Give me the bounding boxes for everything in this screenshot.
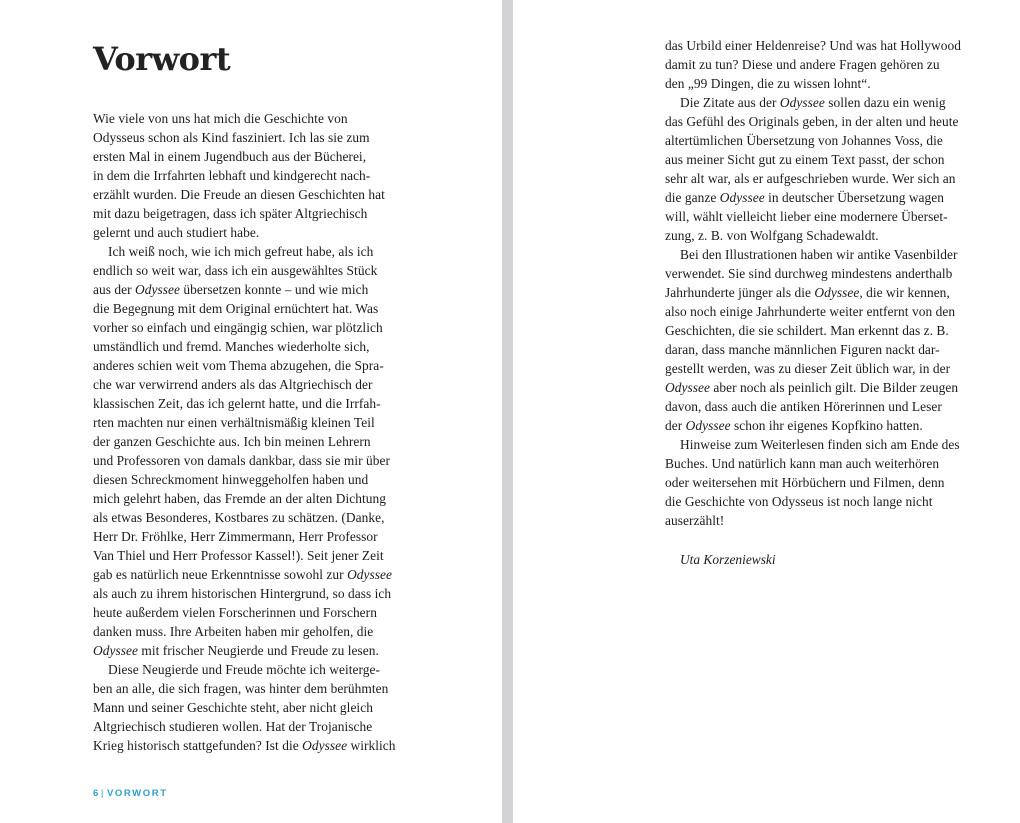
text-run: auserzählt! [665,513,725,528]
text-run: also noch einige Jahrhunderte weiter entfernt von den [665,304,956,319]
text-line [93,337,369,356]
italic-title: Odyssee [347,567,393,582]
text-run: , die wir kennen, [859,285,950,300]
text-line [93,318,383,337]
text-line [93,584,391,603]
text-run: sollen dazu ein wenig [824,95,946,110]
text-line [108,242,373,261]
text-run: sehr alt war, als er aufgeschrieben wurde. Wer sich an [665,171,956,186]
text-run: ersten Mal in einem Jugendbuch aus der Bücherei, [93,149,367,164]
text-line [93,413,375,432]
text-line [665,416,923,435]
text-run: rten machten nur einen verhältnismäßig kleinen Teil [93,415,375,430]
right-page [513,0,1020,823]
text-line [93,527,378,546]
text-run: Bei den Illustrationen haben wir antike Vasenbilder [680,247,958,262]
text-line [665,226,879,245]
italic-title: Odyssee [135,282,181,297]
text-line [93,147,366,166]
text-run: Diese Neugierde und Freude möchte ich weiterge- [108,662,381,677]
text-run: aus meiner Sicht gut zu einem Text passt, der schon [665,152,945,167]
text-run: wirklich [347,738,396,753]
footer-separator: | [100,788,105,799]
text-run: Herr Dr. Fröhlke, Herr Zimmermann, Herr Professor [93,529,378,544]
text-run: in deutscher Übersetzung wagen [764,190,945,205]
text-line [665,131,943,150]
text-run: heute außerdem vielen Forscherinnen und Forschern [93,605,377,620]
text-line [93,185,385,204]
text-run: damit zu tun? Diese und andere Fragen gehören zu [665,57,940,72]
text-run: Geschichten, die sie schildert. Man erkennt das z. B. [665,323,949,338]
text-run: ben an alle, die sich fragen, was hinter dem berühmten [93,681,389,696]
text-line [93,717,372,736]
text-run: das Gefühl des Originals geben, in der alten und heute [665,114,959,129]
footer-section-title: VORWORT [106,788,168,799]
text-line [665,112,959,131]
text-run: das Urbild einer Heldenreise? Und was hat Hollywood [665,38,961,53]
text-run: mit frischer Neugierde und Freude zu lesen. [137,643,379,658]
text-run: gestellt werden, was zu dieser Zeit üblich war, in der [665,361,951,376]
text-line [665,473,944,492]
text-line [665,397,942,416]
author-signature: Uta Korzeniewski [680,552,776,567]
text-run: gelernt und auch studiert habe. [93,225,260,240]
italic-title: Odyssee [814,285,860,300]
text-run: Hinweise zum Weiterlesen finden sich am Ende des [680,437,960,452]
text-line [680,93,946,112]
text-line [665,55,940,74]
text-line [665,511,724,530]
text-run: den „99 Dingen, die zu wissen lohnt“. [665,76,871,91]
text-run: mit dazu beigetragen, dass ich später Altgriechisch [93,206,368,221]
text-line [93,223,259,242]
text-run: davon, dass auch die antiken Hörerinnen und Leser [665,399,942,414]
text-run: verwendet. Sie sind durchweg mindestens anderthalb [665,266,953,281]
text-line [665,492,933,511]
text-line [93,508,385,527]
page-footer [93,788,168,799]
text-line [665,169,955,188]
text-run: danken muss. Ihre Arbeiten haben mir geholfen, die [93,624,374,639]
text-run: die Geschichte von Odysseus ist noch lange nicht [665,494,933,509]
text-line [665,454,939,473]
text-line [93,698,373,717]
text-run: Wie viele von uns hat mich die Geschichte von [93,111,348,126]
text-line [680,435,960,454]
text-run: vorher so einfach und eingängig schien, war plötzlich [93,320,383,335]
text-run: schon ihr eigenes Kopfkino hatten. [730,418,923,433]
text-line [93,736,396,755]
text-line [93,375,373,394]
text-run: die Begegnung mit dem Original ernüchtert hat. Was [93,301,379,316]
text-run: Odysseus schon als Kind fasziniert. Ich las sie zum [93,130,370,145]
text-run: daran, dass manche männlichen Figuren nackt dar- [665,342,940,357]
text-run: und Professoren von damals dankbar, dass sie mir über [93,453,391,468]
text-run: die ganze [665,190,720,205]
italic-title: Odyssee [779,95,825,110]
text-run: anderes schien weit vom Thema abzugehen, die Spra- [93,358,384,373]
text-line [93,280,368,299]
text-run: gab es natürlich neue Erkenntnisse sowohl zur [93,567,348,582]
text-line [93,299,378,318]
text-line [665,188,944,207]
text-line [93,546,384,565]
text-run: endlich so weit war, dass ich ein ausgewähltes Stück [93,263,378,278]
text-line [93,641,379,660]
left-page [0,0,502,823]
text-run: übersetzen konnte – und wie mich [180,282,369,297]
text-run: Die Zitate aus der [680,95,780,110]
text-line [665,36,961,55]
text-line [93,603,377,622]
text-line [665,359,950,378]
text-run: aus der [93,282,136,297]
text-run: Krieg historisch stattgefunden? Ist die [93,738,303,753]
text-run: klassischen Zeit, das ich gelernt hatte, und die Irrfah- [93,396,381,411]
text-run: zung, z. B. von Wolfgang Schadewaldt. [665,228,879,243]
text-line [665,283,950,302]
text-run: mich gelehrt haben, das Fremde an der alten Dichtung [93,491,387,506]
text-line [665,150,945,169]
text-line [93,432,371,451]
text-line [93,166,370,185]
text-line [93,565,392,584]
text-run: Buches. Und natürlich kann man auch weiterhören [665,456,940,471]
text-line [665,302,955,321]
text-line [93,109,348,128]
text-line [93,356,384,375]
text-line [93,489,386,508]
text-line [93,679,388,698]
text-run: in dem die Irrfahrten lebhaft und kindgerecht nach- [93,168,371,183]
text-line [108,660,380,679]
text-run: che war verwirrend anders als das Altgriechisch der [93,377,373,392]
text-line [665,264,952,283]
italic-title: Odyssee [302,738,348,753]
text-run: will, wählt vielleicht lieber eine modernere Überset- [665,209,948,224]
text-run: als auch zu ihrem historischen Hintergrund, so dass ich [93,586,392,601]
text-line [93,470,368,489]
text-line [665,340,940,359]
text-line [93,204,367,223]
text-line [665,321,949,340]
text-line [93,394,381,413]
italic-title: Odyssee [665,380,710,395]
text-line [93,622,373,641]
text-run: umständlich und fremd. Manches wiederholte sich, [93,339,370,354]
text-line [665,207,948,226]
text-run: Van Thiel und Herr Professor Kassel!). Seit jener Zeit [93,548,384,563]
text-run: Jahrhunderte jünger als die [665,285,815,300]
text-run: als etwas Besonderes, Kostbares zu schätzen. (Danke, [93,510,385,525]
text-line [93,128,370,147]
text-run: aber noch als peinlich gilt. Die Bilder zeugen [709,380,959,395]
text-run: Mann und seiner Geschichte steht, aber nicht gleich [93,700,373,715]
text-line [680,245,957,264]
text-run: altertümlichen Übersetzung von Johannes Voss, die [665,133,943,148]
text-run: oder weitersehen mit Hörbüchern und Filmen, denn [665,475,945,490]
text-run: Altgriechisch studieren wollen. Hat der Trojanische [93,719,373,734]
text-line [665,74,871,93]
italic-title: Odyssee [93,643,138,658]
text-run: erzählt wurden. Die Freude an diesen Geschichten hat [93,187,385,202]
page-heading: Vorwort [93,40,231,78]
page-number: 6 [93,788,100,799]
text-line [93,451,390,470]
text-line [665,378,958,397]
text-run: Ich weiß noch, wie ich mich gefreut habe, als ich [108,244,374,259]
text-run: der ganzen Geschichte aus. Ich bin meinen Lehrern [93,434,371,449]
italic-title: Odyssee [685,418,731,433]
italic-title: Odyssee [719,190,765,205]
text-line [93,261,377,280]
text-run: diesen Schreckmoment hinweggeholfen haben und [93,472,369,487]
text-run: der [665,418,686,433]
